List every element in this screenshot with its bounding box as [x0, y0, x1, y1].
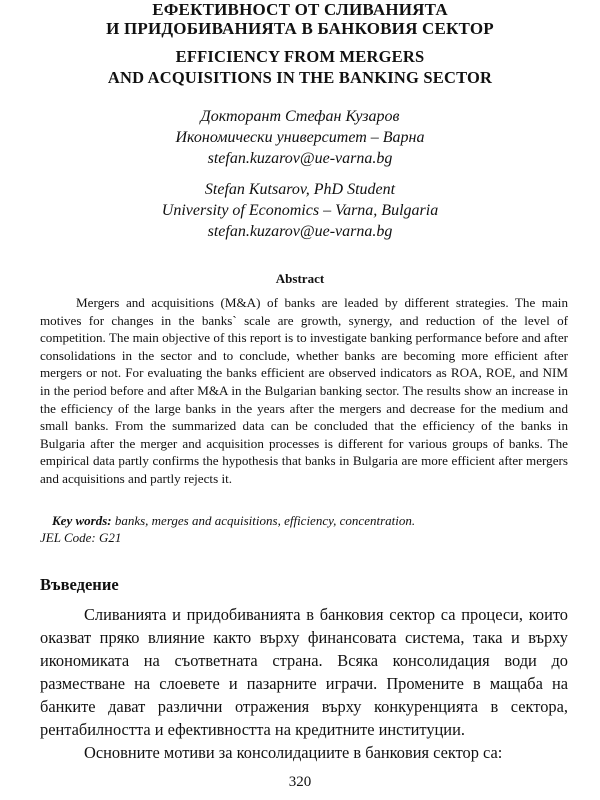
author-bg-affiliation: Икономически университет – Варна — [175, 129, 425, 146]
author-bg-name: Докторант Стефан Кузаров — [200, 108, 400, 125]
section-heading-introduction: Въведение — [40, 575, 119, 594]
author-en-email: stefan.kuzarov@ue-varna.bg — [207, 223, 393, 240]
title-bulgarian-line-1: ЕФЕКТИВНОСТ ОТ СЛИВАНИЯТА — [152, 0, 448, 19]
jel-code-text: JEL Code: G21 — [40, 530, 122, 545]
keywords-text: banks, merges and acquisitions, efficiency, concentration. — [111, 513, 416, 528]
abstract-body — [40, 294, 568, 488]
author-en-name: Stefan Kutsarov, PhD Student — [204, 181, 396, 198]
jel-code — [40, 529, 568, 547]
title-english-line-1: EFFICIENCY FROM MERGERS — [175, 47, 425, 66]
author-en-affiliation: University of Economics – Varna, Bulgaria — [161, 202, 439, 219]
abstract-heading: Abstract — [275, 271, 325, 286]
intro-paragraph-2: Основните мотиви за консолидациите в банковия сектор са: — [84, 743, 503, 762]
title-bulgarian-line-2: И ПРИДОБИВАНИЯТА В БАНКОВИЯ СЕКТОР — [106, 19, 494, 38]
keywords — [40, 512, 568, 530]
page-number: 320 — [288, 774, 312, 790]
introduction-body — [40, 603, 568, 764]
keywords-label: Key words: — [52, 513, 112, 528]
abstract-text: Mergers and acquisitions (M&A) of banks are leaded by different strategies. The main motives for changes in the banks` scale are growth, synergy, and reduction of the level of competition. The main objective of this report is to investigate banking performance before and after consolidations in the sector and to conclude, whether banks are becoming more efficient after mergers or not. For evaluating the banks efficient are observed indicators as ROA, ROE, and NIM in the period before and after M&A in the Bulgarian banking sector. The results show an increase in the efficiency of the large banks in the years after the mergers and decrease for the medium and small banks. From the summarized data can be concluded that the efficiency of the banks in Bulgaria after the merger and acquisition processes is different for various groups of banks. The empirical data partly confirms the hypothesis that banks in Bulgaria are more efficient after mergers and acquisitions and partly rejects it. — [40, 295, 568, 486]
author-bg-email: stefan.kuzarov@ue-varna.bg — [207, 150, 393, 167]
intro-paragraph-1: Сливанията и придобиванията в банковия сектор са процеси, които оказват пряко влияние както върху финансовата система, така и върху икономиката на съответната страна. Всяка консолидация води до разместване на слоевете и пазарните играчи. Промените в мащаба на банките дават различни отражения върху конкуренцията в сектора, рентабилността и ефективността на кредитните институции. — [40, 605, 568, 739]
title-english-line-2: AND ACQUISITIONS IN THE BANKING SECTOR — [107, 68, 493, 87]
